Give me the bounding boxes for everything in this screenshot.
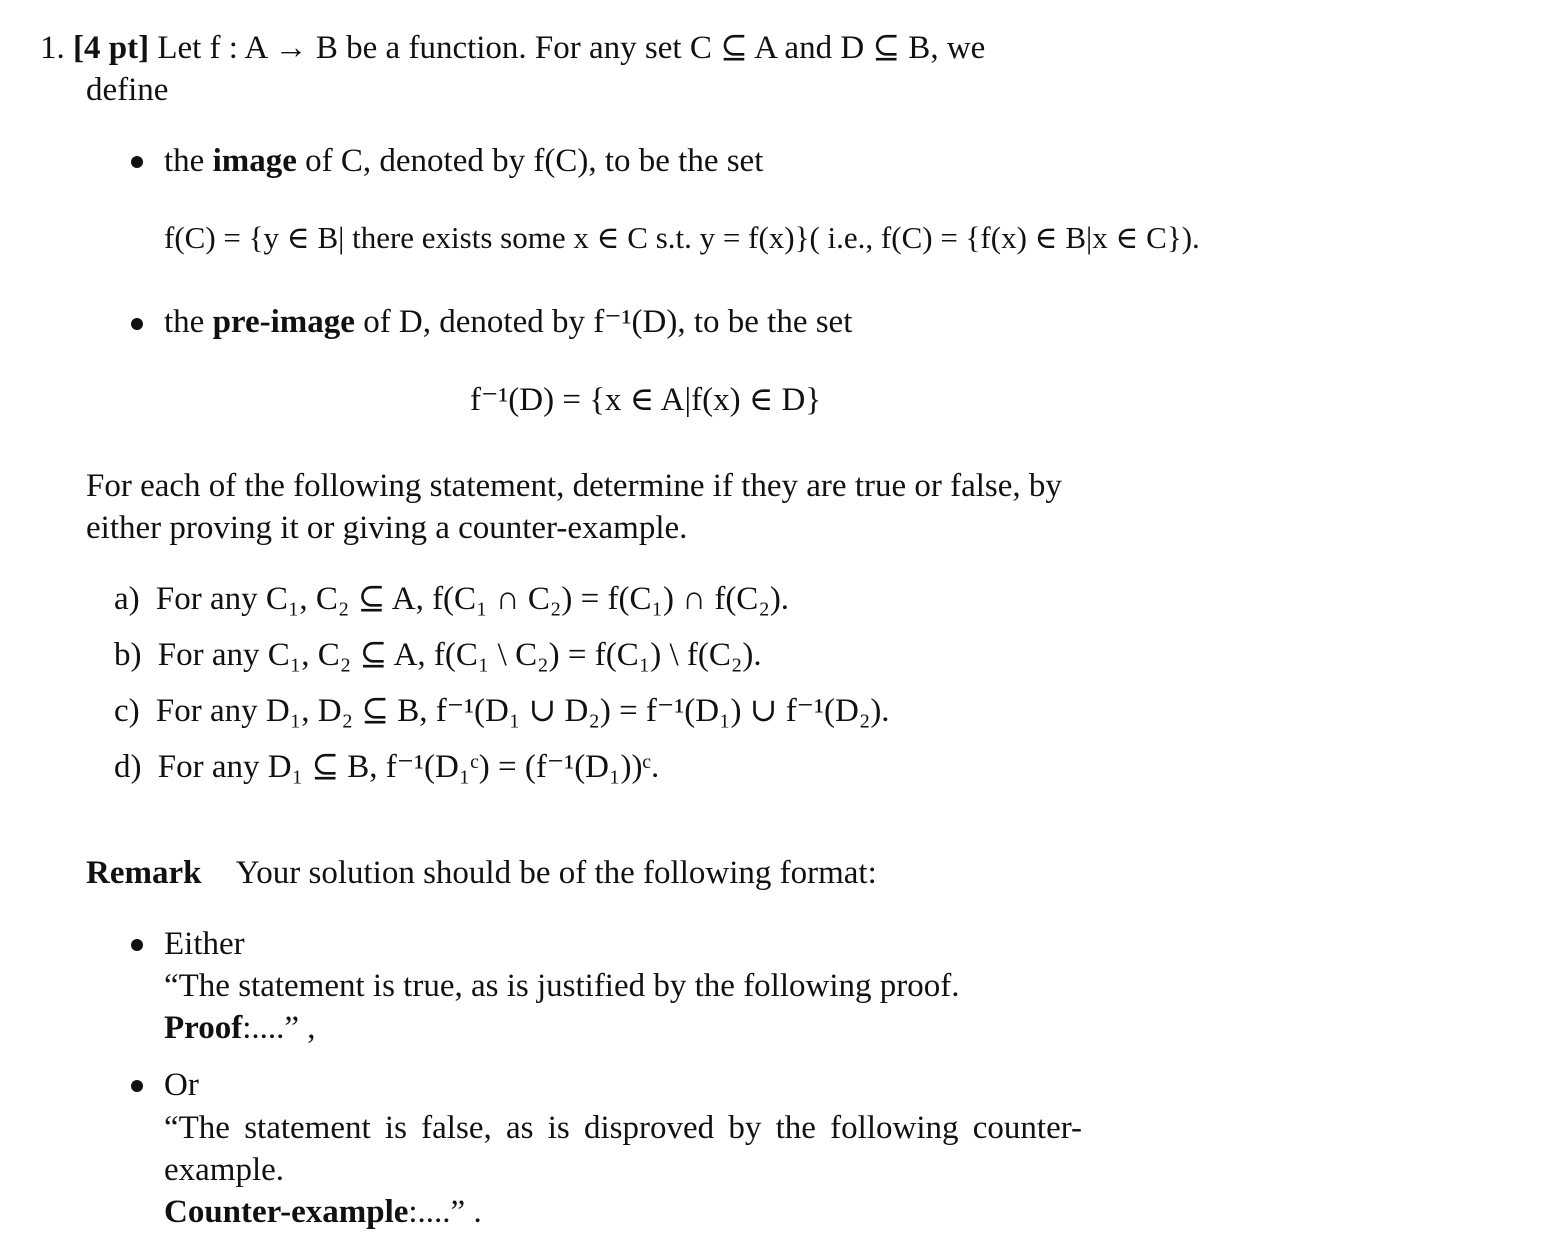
option-or-quote-line-2: example. xyxy=(164,1152,285,1188)
instructions-line-2: either proving it or giving a counter-example. xyxy=(86,510,688,546)
statement-text: For any C₁, C₂ ⊆ A, f(C₁ \ C₂) = f(C₁) \ f(C₂). xyxy=(157,637,762,673)
bullet-icon xyxy=(131,156,143,168)
preimage-def-suffix: of D, denoted by f⁻¹(D), to be the set xyxy=(363,304,853,340)
problem-points: [4 pt] xyxy=(73,30,150,66)
problem-intro-line-1 xyxy=(40,32,985,65)
option-or-counterexample-line xyxy=(164,1196,482,1229)
bullet-icon xyxy=(131,939,143,951)
option-either-proof-line xyxy=(164,1012,316,1045)
preimage-def-term: pre-image xyxy=(212,304,355,340)
image-def-prefix: the xyxy=(164,143,205,179)
option-either-word: Either xyxy=(164,926,245,962)
image-def-term: image xyxy=(212,143,297,179)
counterexample-label: Counter-example xyxy=(164,1194,409,1230)
bullet-icon xyxy=(131,1080,143,1092)
counterexample-tail: :....” . xyxy=(408,1194,482,1230)
option-either-quote: “The statement is true, as is justified by the following proof. xyxy=(164,968,960,1004)
instructions-line-1: For each of the following statement, determine if they are true or false, by xyxy=(86,468,1062,504)
statement-b xyxy=(114,639,762,672)
remark-heading: Remark xyxy=(86,855,202,891)
image-formula: f(C) = {y ∈ B| there exists some x ∈ C s.t. y = f(x)}( i.e., f(C) = {f(x) ∈ B|x ∈ C}). xyxy=(164,220,1200,255)
problem-intro-line-2: define xyxy=(86,72,169,108)
option-or-quote-line-1: “The statement is false, as is disproved by the following counter- xyxy=(164,1110,1083,1146)
problem-intro-text: Let f : A → B be a function. For any set C ⊆ A and D ⊆ B, we xyxy=(157,30,986,66)
image-definition xyxy=(164,145,763,178)
statement-label: b) xyxy=(114,637,142,673)
statement-label: a) xyxy=(114,581,140,617)
proof-tail: :....” , xyxy=(242,1010,316,1046)
statement-c xyxy=(114,695,890,728)
preimage-definition xyxy=(164,306,852,339)
option-or-word: Or xyxy=(164,1067,199,1103)
proof-label: Proof xyxy=(164,1010,243,1046)
statement-d xyxy=(114,751,659,784)
statement-label: d) xyxy=(114,749,142,785)
statement-text: For any D₁ ⊆ B, f⁻¹(D₁ᶜ) = (f⁻¹(D₁))ᶜ. xyxy=(157,749,660,785)
statement-text: For any C₁, C₂ ⊆ A, f(C₁ ∩ C₂) = f(C₁) ∩ f(C₂). xyxy=(155,581,790,617)
statement-text: For any D₁, D₂ ⊆ B, f⁻¹(D₁ ∪ D₂) = f⁻¹(D₁) ∪ f⁻¹(D₂). xyxy=(155,693,890,729)
remark-line xyxy=(86,857,877,890)
preimage-def-prefix: the xyxy=(164,304,205,340)
preimage-formula: f⁻¹(D) = {x ∈ A|f(x) ∈ D} xyxy=(470,382,822,418)
statement-label: c) xyxy=(114,693,140,729)
statement-a xyxy=(114,583,789,616)
problem-number: 1. xyxy=(40,30,65,66)
remark-text: Your solution should be of the following format: xyxy=(235,855,877,891)
bullet-icon xyxy=(131,318,143,330)
image-def-suffix: of C, denoted by f(C), to be the set xyxy=(305,143,764,179)
